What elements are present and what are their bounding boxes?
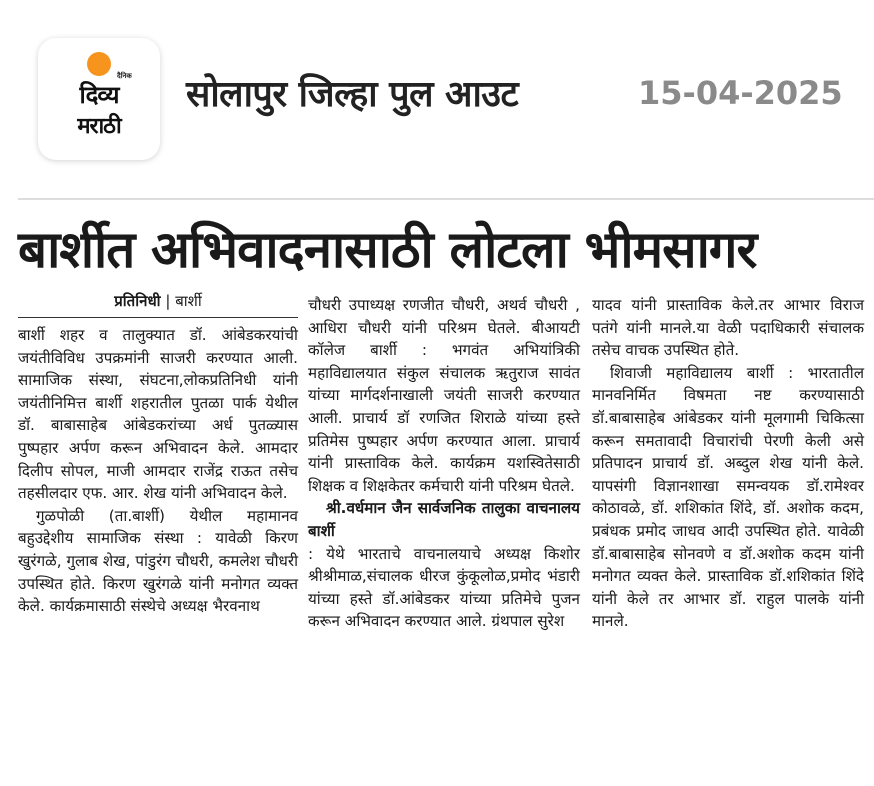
paragraph: चौधरी उपाध्यक्ष रणजीत चौधरी, अथर्व चौधरी , आधिरा चौधरी यांनी परिश्रम घेतले. बीआयटी कॉलेज बार्शी : भगवंत अभियांत्रिकी महाविद्यालयात संकुल संचालक ऋतुराज सावंत यांच्या मार्गदर्शनाखाली जयंती साजरी करण्यात आली. प्राचार्य डॉ रणजित शिराळे यांच्या हस्ते प्रतिमेस पुष्पहार अर्पण करण्यात आला. प्राचार्य यांनी प्रास्ताविक केले. कार्यक्रम यशस्वितेसाठी शिक्षक व शिक्षकेतर कर्मचारी यांनी परिश्रम घेतले. bbox=[308, 296, 580, 495]
byline-place: बार्शी bbox=[175, 292, 202, 310]
logo-small-text: दैनिक bbox=[117, 72, 132, 80]
logo-line2: मराठी bbox=[77, 114, 121, 139]
paragraph: शिवाजी महाविद्यालय बार्शी : भारतातील मानवनिर्मित विषमता नष्ट करण्यासाठी डॉ.बाबासाहेब आंबेडकर यांनी मूलगामी चिकित्सा करून समतावादी विचारांची पेरणी केली असे प्रतिपादन प्राचार्य डॉ. अब्दुल शेख यांनी केले. यापसंगी विज्ञानशाखा समन्वयक डॉ.रामेश्वर कोठावळे, डॉ. शशिकांत शिंदे, डॉ. अशोक कदम, प्रबंधक प्रमोद जाधव आदी उपस्थित होते. यावेळी डॉ.बाबासाहेब सोनवणे व डॉ.अशोक कदम यांनी मनोगत व्यक्त केले. प्रास्ताविक डॉ.शशिकांत शिंदे यांनी केले तर आभार डॉ. राहुल पालके यांनी मानले. bbox=[592, 363, 864, 631]
article-column-3 bbox=[592, 294, 864, 633]
article-column-2 bbox=[308, 294, 580, 633]
paragraph: बार्शी शहर व तालुक्यात डॉ. आंबेडकरयांची जयंतीविविध उपक्रमांनी साजरी करण्यात आली. सामाजिक संस्था, संघटना,लोकप्रतिनिधी यांनी जयंतीनिमित्त बार्शी शहरातील पुतळा पार्क येथील डॉ. बाबासाहेब आंबेडकरांच्या अर्ध पुतळ्यास पुष्पहार अर्पण करून अभिवादन केले. आमदार दिलीप सोपल, माजी आमदार राजेंद्र राऊत तसेच तहसीलदार एफ. आर. शेख यांनी अभिवादन केले. bbox=[18, 326, 298, 503]
sun-icon bbox=[87, 52, 111, 76]
byline-separator: | bbox=[165, 292, 171, 310]
byline-label: प्रतिनिधी bbox=[114, 292, 161, 310]
app-header bbox=[0, 0, 874, 190]
paragraph: यादव यांनी प्रास्ताविक केले.तर आभार विराज पतंगे यांनी मानले.या वेळी पदाधिकारी संचालक तसेच वाचक उपस्थित होते. bbox=[592, 296, 864, 360]
edition-date: 15-04-2025 bbox=[638, 74, 843, 112]
paragraph: गुळपोळी (ता.बार्शी) येथील महामानव बहुउद्देशीय सामाजिक संस्था : यावेळी किरण खुरंगळे, गुलाब शेख, पांडुरंग चौधरी, कमलेश चौधरी उपस्थित होते. किरण खुरंगळे यांनी मनोगत व्यक्त केले. कार्यक्रमासाठी संस्थेचे अध्यक्ष भैरवनाथ bbox=[18, 506, 298, 616]
subheading: श्री.वर्धमान जैन सार्वजनिक तालुका वाचनालय बार्शी bbox=[308, 499, 580, 540]
byline-rule bbox=[18, 317, 298, 319]
article-headline: बार्शीत अभिवादनासाठी लोटला भीमसागर bbox=[18, 221, 757, 280]
article-column-1 bbox=[18, 290, 298, 618]
header-divider bbox=[18, 198, 874, 200]
divya-marathi-logo[interactable] bbox=[38, 38, 160, 160]
paragraph: : येथे भारताचे वाचनालयाचे अध्यक्ष किशोर श्रीश्रीमाळ,संचालक धीरज कुंकूलोळ,प्रमोद भंडारी यांच्या हस्ते डॉ.आंबेडकर यांच्या प्रतिमेचे पुजन करून अभिवादन करण्यात आले. ग्रंथपाल सुरेश bbox=[308, 544, 580, 631]
edition-title: सोलापुर जिल्हा पुल आउट bbox=[186, 74, 519, 115]
logo-line1: दिव्य bbox=[79, 81, 119, 109]
byline bbox=[18, 290, 298, 313]
